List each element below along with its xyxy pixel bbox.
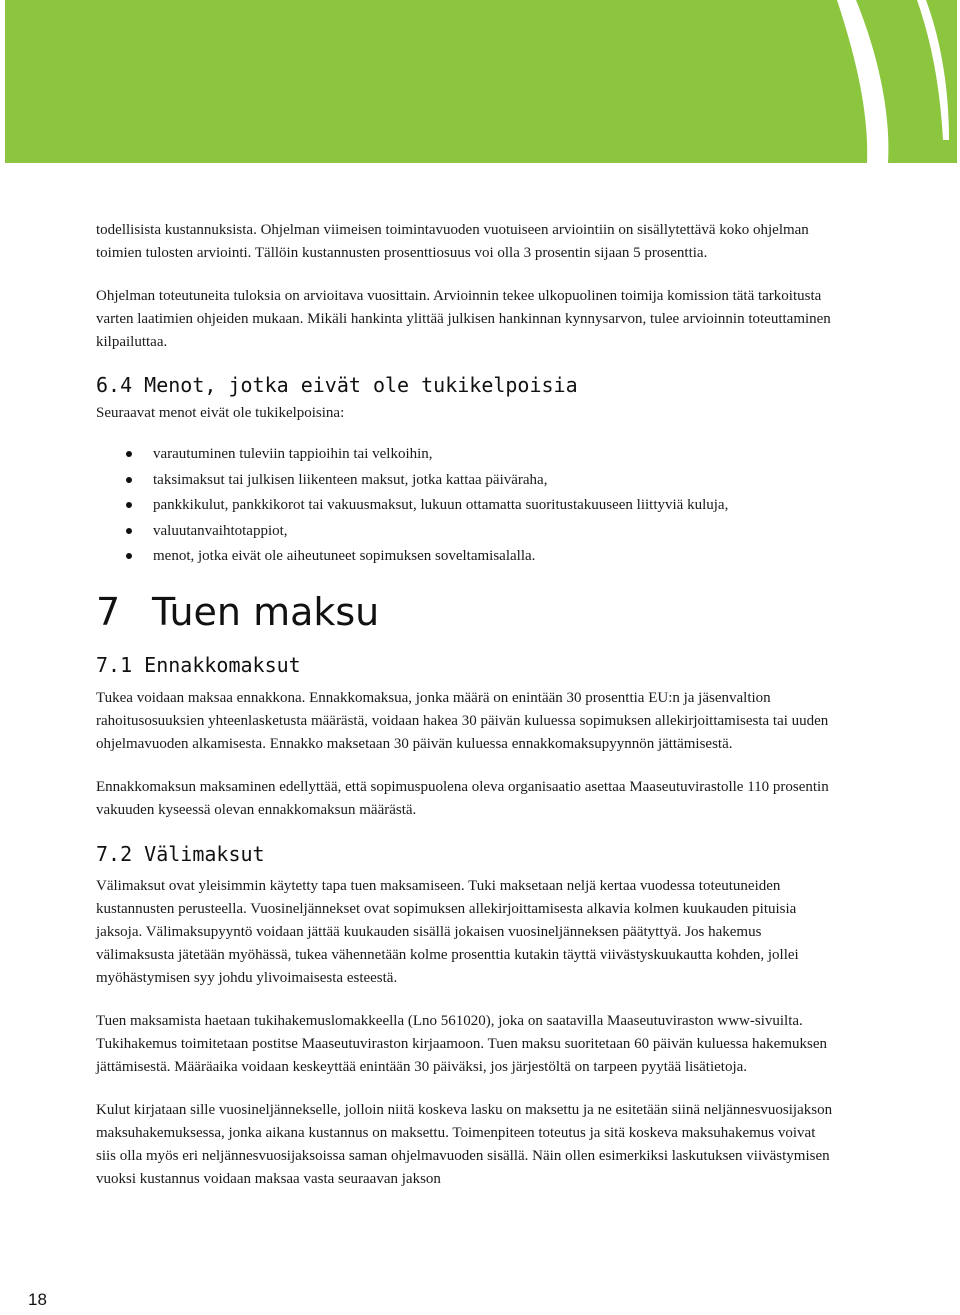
list-item: menot, jotka eivät ole aiheutuneet sopimuksen soveltamisalalla. (126, 544, 836, 570)
list-item: valuutanvaihtotappiot, (126, 519, 836, 545)
page-number: 18 (28, 1290, 47, 1309)
list-item: taksimaksut tai julkisen liikenteen maksut, jotka kattaa päiväraha, (126, 468, 836, 494)
bullet-icon (126, 553, 132, 559)
bullet-icon (126, 477, 132, 483)
section-7-1-paragraph-2: Ennakkomaksun maksaminen edellyttää, että sopimuspuolena oleva organisaatio asettaa Maaseutuvirastolle 110 prosentin vakuuden kyseessä olevan ennakkomaksun määrästä. (96, 778, 829, 818)
bullet-icon (126, 451, 132, 457)
bullet-icon (126, 502, 132, 508)
intro-paragraph-1: todellisista kustannuksista. Ohjelman viimeisen toimintavuoden vuotuiseen arviointiin on sisällytettävä koko ohjelman toimien tulosten arviointi. Tällöin kustannusten prosenttiosuus voi olla 3 prosentin sijaan 5 prosenttia. (96, 222, 809, 261)
section-7-1-heading: 7.1 Ennakkomaksut (96, 652, 301, 677)
header-banner (5, 0, 957, 163)
section-6-4-lead: Seuraavat menot eivät ole tukikelpoisina: (96, 405, 345, 421)
list-item: pankkikulut, pankkikorot tai vakuusmaksut, lukuun ottamatta suoritustakuuseen liittyviä kuluja, (126, 493, 836, 519)
section-7-title: Tuen maksu (152, 589, 380, 634)
section-7-2-paragraph-3: Kulut kirjataan sille vuosineljännekselle, jolloin niitä koskeva lasku on maksettu ja ne esitetään siinä neljännesvuosijakson maksuhakemuksessa, jonka aikana kustannus on maksettu. Toimenpiteen toteutus ja sitä koskeva maksuhakemus voivat siis olla myös eri neljännesvuosijaksoissa saman ohjelmavuoden sisällä. Näin ollen esimerkiksi laskutuksen viivästymisen vuoksi kustannus voidaan maksaa vasta seuraavan jakson (96, 1101, 833, 1187)
page-content (96, 219, 836, 1191)
section-7-2-paragraph-1: Välimaksut ovat yleisimmin käytetty tapa tuen maksamiseen. Tuki maksetaan neljä kertaa vuodessa toteutuneiden kustannusten perusteella. Vuosineljännekset ovat sopimuksen allekirjoittamisesta alkavia kolmen kuukauden pituisia jaksoja. Välimaksupyyntö voidaan jättää kuukauden sisällä jokaisen vuosineljänneksen päätyttyä. Jos hakemus välimaksusta jätetään myöhässä, tukea vähennetään kolme prosenttia kutakin täyttä viivästyskuukautta kohden, jollei myöhästymisen syy johdu ylivoimaisesta esteestä. (96, 877, 799, 986)
section-6-4-heading: 6.4 Menot, jotka eivät ole tukikelpoisia (96, 373, 578, 397)
ineligible-costs-list (96, 442, 836, 570)
leaf-curve-icon (797, 0, 957, 163)
section-7-1-paragraph-1: Tukea voidaan maksaa ennakkona. Ennakkomaksua, jonka määrä on enintään 30 prosenttia EU:n ja jäsenvaltion rahoitusosuuksien yhteenlasketusta määrästä, voidaan hakea 30 päivän kuluessa sopimuksen allekirjoittamisesta tai uuden ohjelmavuoden alkamisesta. Ennakko maksetaan 30 päivän kuluessa ennakkomaksupyynnön jättämisestä. (96, 689, 829, 752)
intro-paragraph-2: Ohjelman toteutuneita tuloksia on arvioitava vuosittain. Arvioinnin tekee ulkopuolinen toimija komission tätä tarkoitusta varten laatimien ohjeiden mukaan. Mikäli hankinta ylittää julkisen hankinnan kynnysarvon, tulee arvioinnin toteuttaminen kilpailuttaa. (96, 288, 831, 350)
section-7-heading (96, 588, 836, 636)
section-7-number: 7 (96, 589, 121, 634)
list-item: varautuminen tuleviin tappioihin tai velkoihin, (126, 442, 836, 468)
bullet-icon (126, 528, 132, 534)
section-7-2-paragraph-2: Tuen maksamista haetaan tukihakemuslomakkeella (Lno 561020), joka on saatavilla Maaseutuviraston www-sivuilta. Tukihakemus toimitetaan postitse Maaseutuviraston kirjaamoon. Tuen maksu suoritetaan 60 päivän kuluessa hakemuksen jättämisestä. Määräaika voidaan keskeyttää enintään 30 päiväksi, jos järjestöltä on tarpeen pyytää lisätietoja. (96, 1012, 828, 1075)
section-7-2-heading: 7.2 Välimaksut (96, 841, 265, 866)
